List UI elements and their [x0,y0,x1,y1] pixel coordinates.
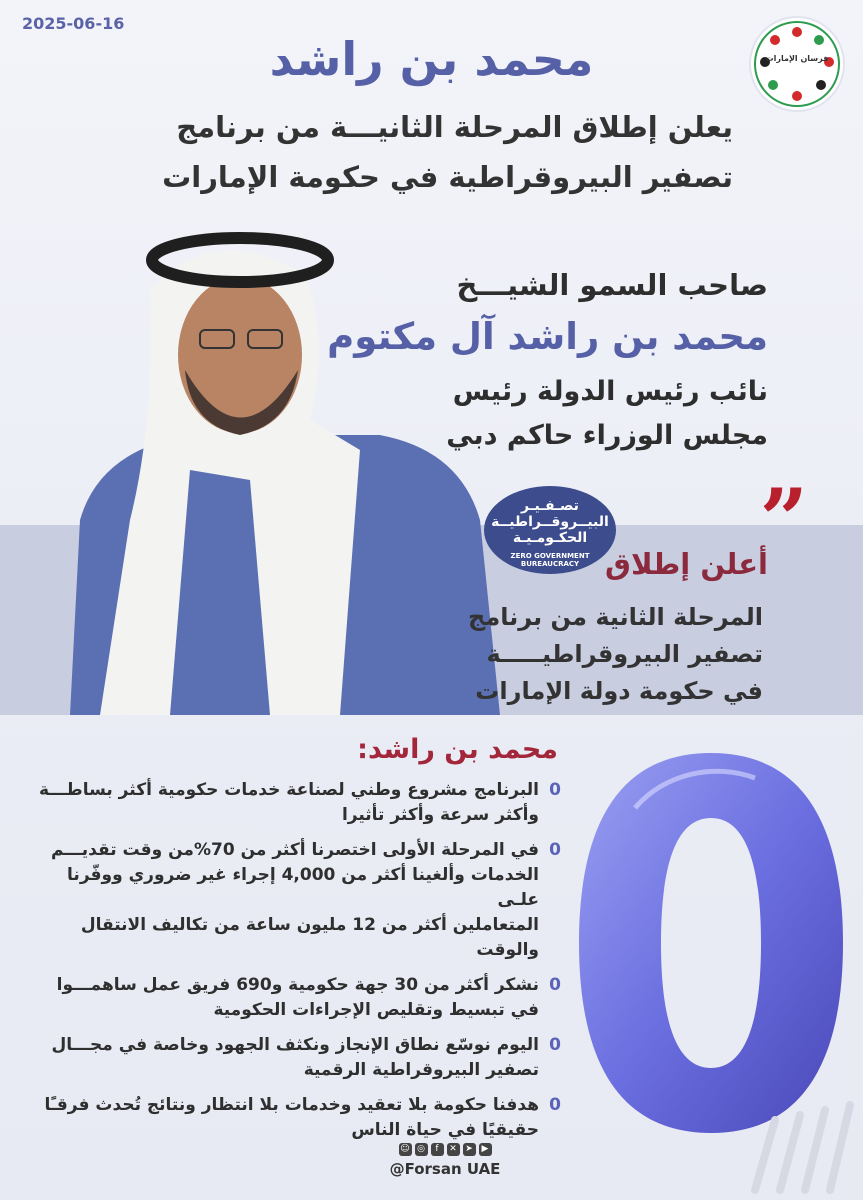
social-handle[interactable]: @Forsan UAE [389,1160,501,1178]
social-footer [380,1143,510,1178]
program-logo-arabic: تصـفـيـر البيــروقــراطيــة الحكـومـيـة [491,498,609,546]
bullet-marker-icon: 0 [549,1035,561,1055]
quote-mark-icon: ” [759,470,808,569]
bullet-list [31,778,561,1153]
logo-text: فرسان الإمارات [765,54,829,63]
x-icon[interactable]: ✕ [447,1143,460,1156]
bullet-marker-icon: 0 [549,1095,561,1115]
announce-line-2: تصفير البيروقراطيـــــة [486,640,763,668]
bullet-marker-icon: 0 [549,840,561,860]
list-item: 0 اليوم نوسّع نطاق الإنجاز ونكثف الجهود وخاصة في مجـــال تصفير البيروقراطية الرقمية [51,1035,561,1080]
bullet-marker-icon: 0 [549,975,561,995]
position-line-2: مجلس الوزراء حاكم دبي [446,420,768,451]
decorative-strokes [735,1060,860,1195]
position-line-1: نائب رئيس الدولة رئيس [452,376,768,407]
telegram-icon[interactable]: ➤ [463,1143,476,1156]
section-title: محمد بن راشد: [357,734,558,765]
list-item: 0 هدفنا حكومة بلا تعقيد وخدمات بلا انتظار ونتائج تُحدث فرقـًا حقيقيًا في حياة الناس [44,1095,561,1140]
announce-line-1: المرحلة الثانية من برنامج [468,603,763,631]
date-label: 2025-06-16 [22,14,125,33]
list-item: 0 نشكر أكثر من 30 جهة حكومية و690 فريق عمل ساهمـــوا في تبسيط وتقليص الإجراءات الحكومية [56,975,561,1020]
snapchat-icon[interactable]: ☺ [400,1144,410,1154]
announce-label: أعلن إطلاق [605,547,768,581]
subtitle-line-1: يعلن إطلاق المرحلة الثانيـــة من برنامج [176,110,733,144]
announce-line-3: في حكومة دولة الإمارات [475,677,763,705]
honorific: صاحب السمو الشيـــخ [456,268,768,302]
list-item: 0 البرنامج مشروع وطني لصناعة خدمات حكومية أكثر بساطـــة وأكثر سرعة وأكثر تأثيرا [38,780,561,825]
social-icons [380,1143,510,1156]
subtitle-line-2: تصفير البيروقراطية في حكومة الإمارات [162,160,733,194]
leader-name: محمد بن راشد آل مكتوم [327,315,768,358]
instagram-icon[interactable]: ◎ [415,1143,428,1156]
facebook-icon[interactable]: f [431,1143,444,1156]
youtube-icon[interactable]: ▶ [479,1143,492,1156]
program-logo-english: ZERO GOVERNMENT BUREAUCRACY [510,552,590,568]
list-item: 0 في المرحلة الأولى اختصرنا أكثر من 70%من وقت تقديـــم الخدمات وألغينا أكثر من 4,000 إجراء غير ضروري ووفّرنا علـى المتعاملين أكثر من 12 مليون ساعة من تكاليف الانتقال والوقت [51,840,561,960]
page-title: محمد بن راشد [269,32,594,86]
bullet-marker-icon: 0 [549,780,561,800]
program-logo [484,486,616,574]
